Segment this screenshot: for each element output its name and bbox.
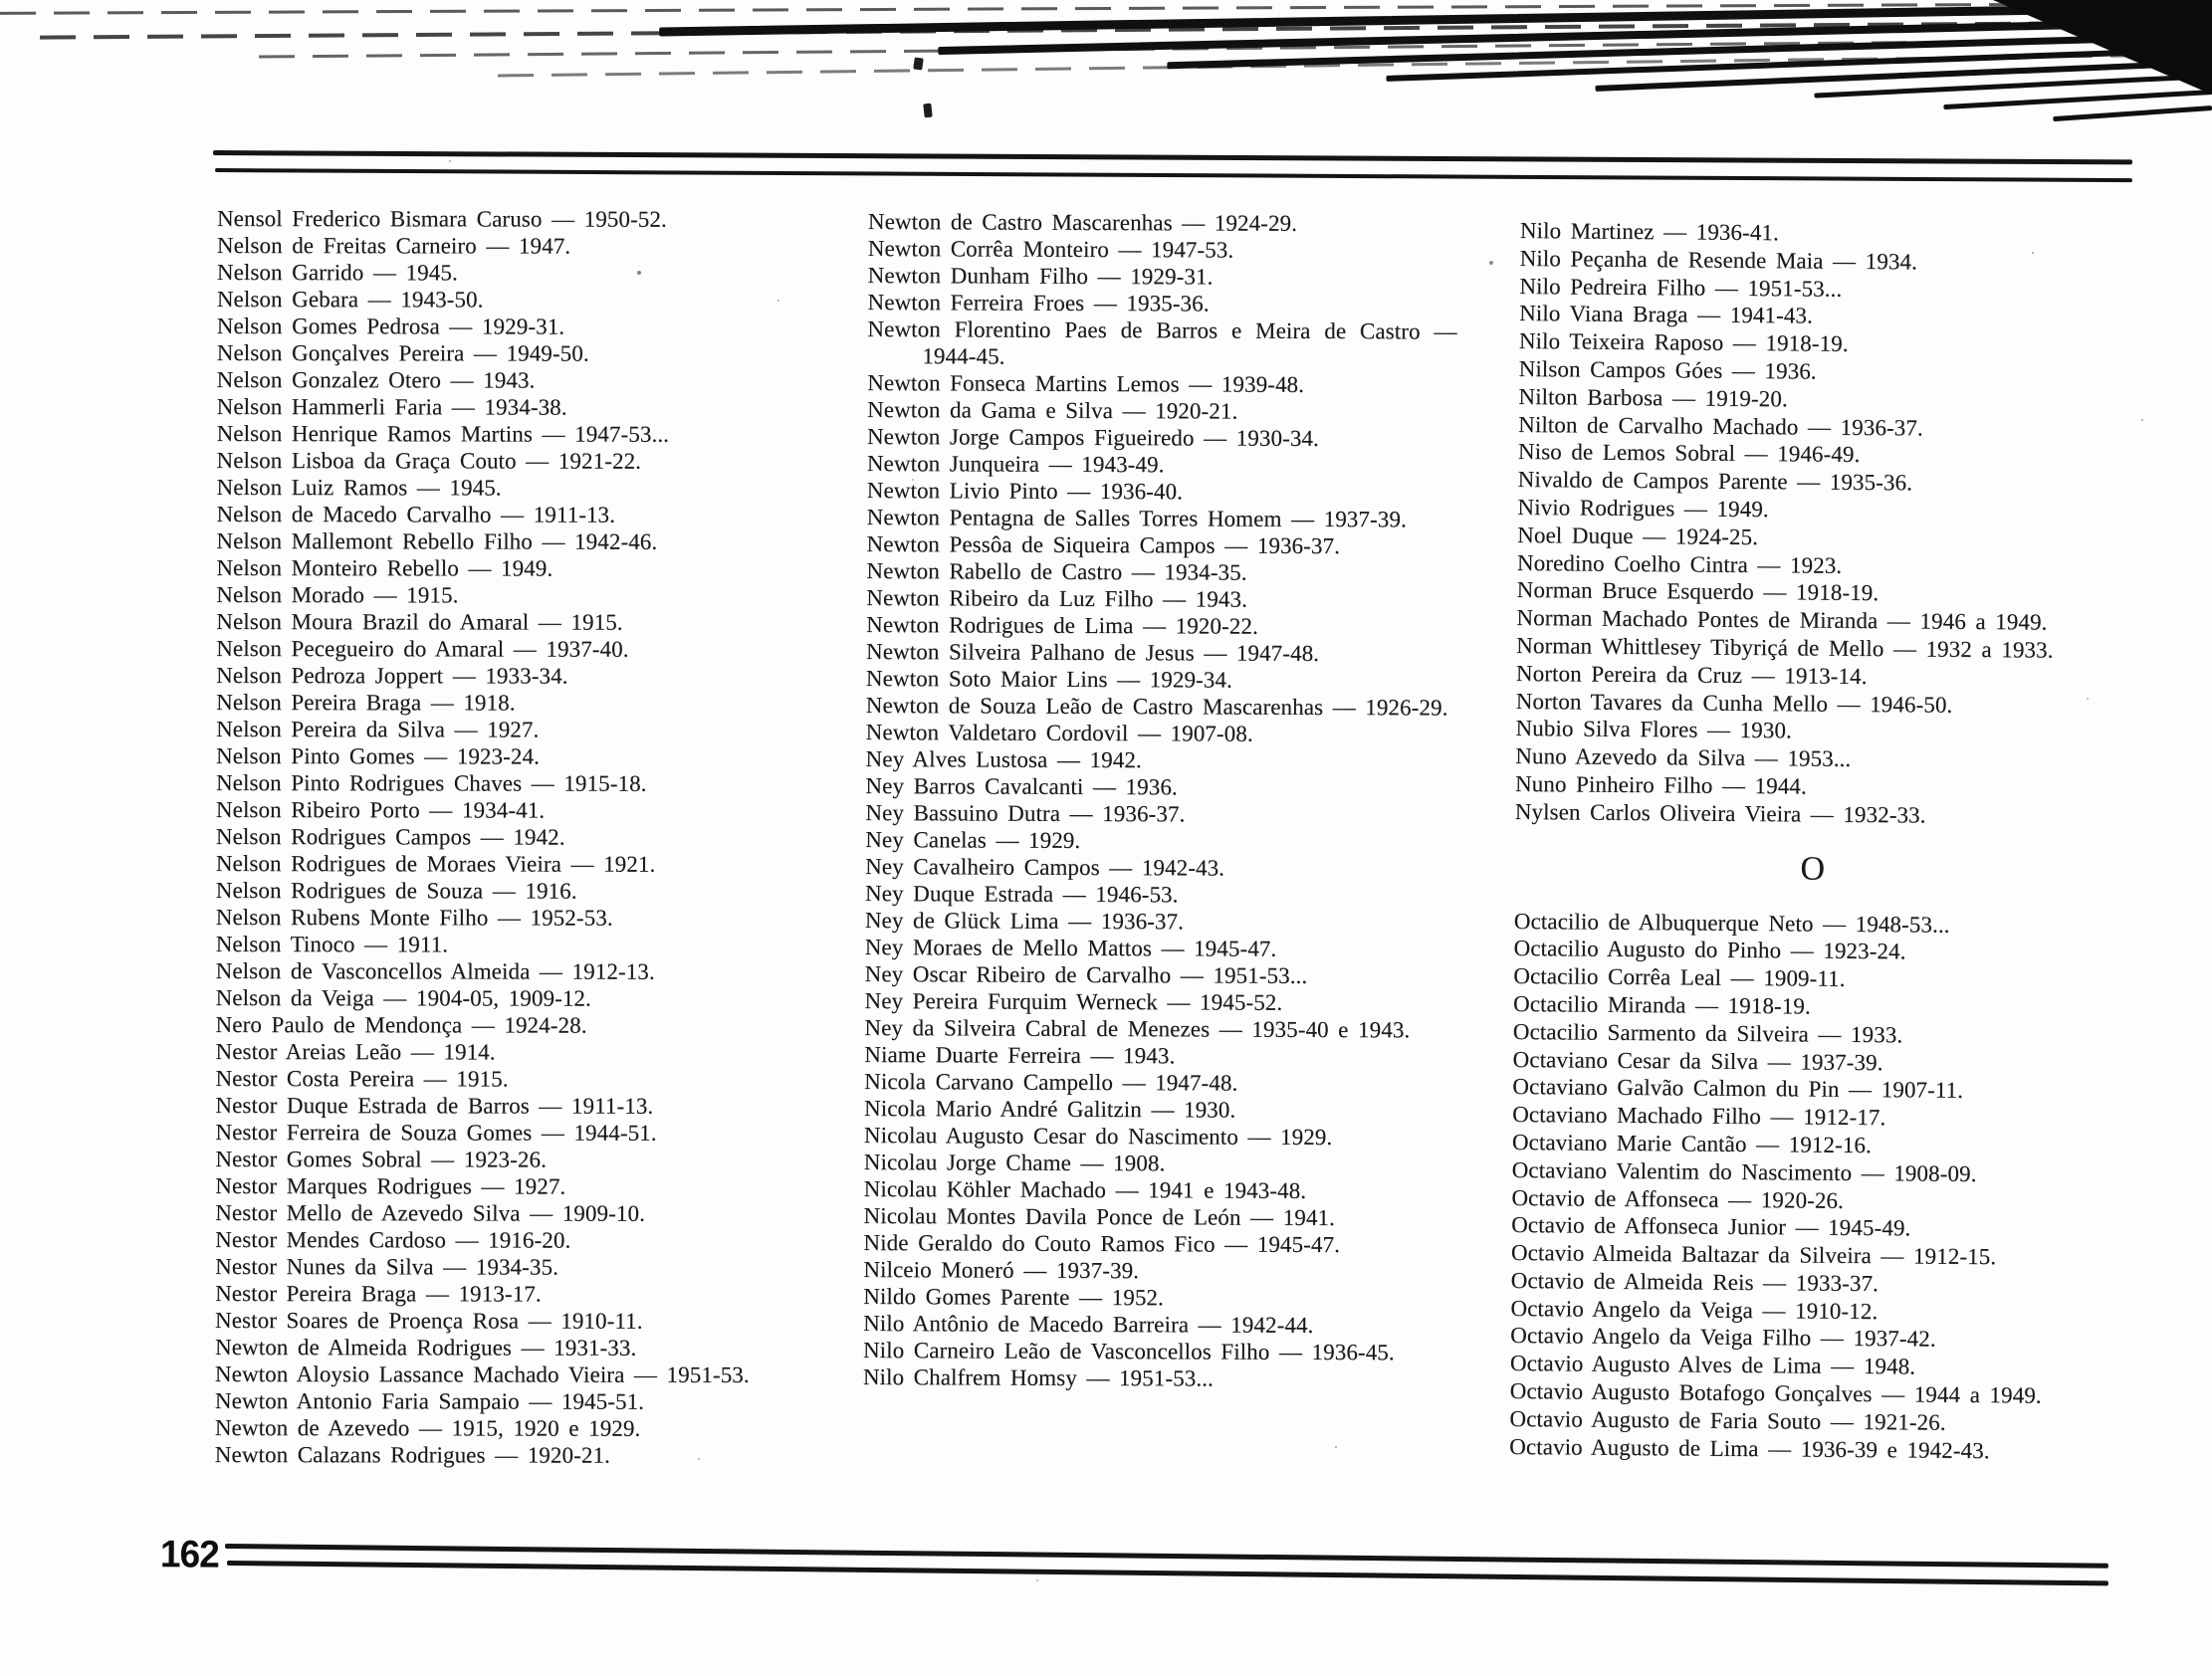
directory-entry: Nelson de Freitas Carneiro — 1947.: [216, 232, 571, 259]
directory-entry: Newton Soto Maior Lins — 1929-34.: [865, 665, 1232, 693]
directory-entry: Nilton de Carvalho Machado — 1936-37.: [1518, 411, 1923, 441]
directory-entry: Nicolau Jorge Chame — 1908.: [863, 1149, 1166, 1176]
directory-entry: Octavio Augusto de Lima — 1936-39 e 1942-43.: [1509, 1433, 1990, 1463]
directory-entry: Niso de Lemos Sobral — 1946-49.: [1517, 439, 1861, 468]
directory-entry: Nelson Pecegueiro do Amaral — 1937-40.: [216, 635, 629, 662]
directory-entry: Octaviano Machado Filho — 1912-17.: [1512, 1102, 1886, 1131]
directory-entry: Nicola Carvano Campello — 1947-48.: [864, 1068, 1238, 1096]
directory-entry: Nildo Gomes Parente — 1952.: [863, 1283, 1164, 1311]
directory-entry: Octaviano Marie Cantão — 1912-16.: [1511, 1129, 1873, 1158]
directory-entry: Nelson Pinto Gomes — 1923-24.: [216, 742, 540, 769]
directory-entry: Ney Bassuino Dutra — 1936-37.: [865, 799, 1186, 827]
directory-entry: Nelson Rodrigues Campos — 1942.: [215, 823, 565, 850]
directory-entry: Nelson Gomes Pedrosa — 1929-31.: [216, 313, 565, 339]
directory-entry: Nelson Luiz Ramos — 1945.: [216, 474, 502, 501]
directory-entry: Nero Paulo de Mendonça — 1924-28.: [215, 1011, 587, 1038]
directory-entry: Ney Barros Cavalcanti — 1936.: [865, 772, 1178, 800]
directory-entry: Octaviano Valentim do Nascimento — 1908-09.: [1511, 1156, 1977, 1186]
directory-entry: Nelson Rubens Monte Filho — 1952-53.: [215, 904, 613, 931]
top-double-rule-upper: [213, 150, 2132, 164]
directory-entry: Nylsen Carlos Oliveira Vieira — 1932-33.: [1514, 798, 1926, 828]
directory-entry: Nilo Martinez — 1936-41.: [1519, 217, 1779, 246]
column-3-entries-o: [1509, 908, 2111, 1466]
directory-entry: Ney Cavalheiro Campos — 1942-43.: [865, 853, 1225, 881]
directory-entry: Nelson Lisboa da Graça Couto — 1921-22.: [216, 447, 642, 474]
scan-streak: [2053, 105, 2212, 121]
column-3-entries-n: [1515, 217, 2117, 831]
directory-entry: Nelson Rodrigues de Moraes Vieira — 1921.: [215, 850, 656, 877]
directory-entry: Newton Junqueira — 1943-49.: [866, 450, 1165, 478]
directory-entry: Newton Dunham Filho — 1929-31.: [867, 262, 1214, 290]
directory-entry: Nelson Mallemont Rebello Filho — 1942-46.: [216, 527, 658, 554]
directory-entry: Nicolau Montes Davila Ponce de León — 1941.: [863, 1202, 1335, 1231]
directory-entry: Nelson Gonçalves Pereira — 1949-50.: [216, 339, 589, 366]
directory-entry: Nelson Hammerli Faria — 1934-38.: [216, 393, 567, 420]
directory-entry: Nestor Soares de Proença Rosa — 1910-11.: [215, 1307, 643, 1334]
directory-entry: Nelson Gebara — 1943-50.: [216, 286, 484, 313]
directory-column-3: [1509, 217, 2117, 1466]
directory-entry: Norman Machado Pontes de Miranda — 1946 a 1949.: [1516, 605, 2048, 635]
directory-entry: Nelson Tinoco — 1911.: [215, 931, 449, 957]
directory-entry: Nelson Monteiro Rebello — 1949.: [216, 554, 553, 581]
directory-entry: Nestor Nunes da Silva — 1934-35.: [215, 1253, 559, 1280]
directory-entry: Ney Pereira Furquim Werneck — 1945-52.: [864, 987, 1283, 1015]
directory-entry: Nilo Pedreira Filho — 1951-53...: [1519, 273, 1843, 302]
directory-entry: Nestor Costa Pereira — 1915.: [215, 1065, 509, 1092]
directory-column-1: [215, 205, 794, 1469]
directory-entry: Nilson Campos Góes — 1936.: [1518, 355, 1817, 384]
directory-entry: Norman Bruce Esquerdo — 1918-19.: [1516, 577, 1880, 606]
directory-entry: Nicolau Köhler Machado — 1941 e 1943-48.: [863, 1175, 1307, 1203]
directory-entry: Nilo Chalfrem Homsy — 1951-53...: [862, 1363, 1214, 1391]
directory-entry: Niame Duarte Ferreira — 1943.: [864, 1041, 1176, 1069]
directory-entry: Nestor Duque Estrada de Barros — 1911-13.: [215, 1092, 654, 1119]
directory-entry: Ney Duque Estrada — 1946-53.: [864, 880, 1179, 908]
directory-entry: Ney Canelas — 1929.: [865, 826, 1081, 853]
directory-entry: Nelson Rodrigues de Souza — 1916.: [215, 877, 577, 904]
directory-entry: Nide Geraldo do Couto Ramos Fico — 1945-47.: [863, 1229, 1341, 1258]
directory-entry: Nelson de Vasconcellos Almeida — 1912-13.: [215, 957, 655, 984]
directory-entry: Nestor Mello de Azevedo Silva — 1909-10.: [215, 1199, 645, 1226]
directory-entry: Octaviano Galvão Calmon du Pin — 1907-11.: [1512, 1074, 1964, 1104]
directory-entry: Octavio Augusto Alves de Lima — 1948.: [1509, 1351, 1916, 1379]
directory-entry: Octavio Augusto Botafogo Gonçalves — 1944 a 1949.: [1509, 1378, 2042, 1408]
directory-entry: Nestor Ferreira de Souza Gomes — 1944-51.: [215, 1119, 657, 1146]
directory-entry: Nelson Gonzalez Otero — 1943.: [216, 366, 536, 393]
directory-entry: Newton Pessôa de Siqueira Campos — 1936-37.: [866, 530, 1341, 559]
directory-entry: Octaviano Cesar da Silva — 1937-39.: [1512, 1046, 1883, 1075]
directory-entry: Nelson Garrido — 1945.: [216, 259, 458, 286]
directory-entry: Newton Ferreira Froes — 1935-36.: [867, 289, 1210, 316]
directory-entry: Norton Pereira da Cruz — 1913-14.: [1515, 660, 1868, 689]
directory-entry: Newton Ribeiro da Luz Filho — 1943.: [866, 584, 1248, 612]
page-number: 162: [159, 1532, 219, 1576]
directory-entry: Norman Whittlesey Tibyriçá de Mello — 1932 a 1933.: [1516, 632, 2054, 663]
directory-entry: Nilton Barbosa — 1919-20.: [1518, 383, 1788, 412]
directory-entry: Newton de Almeida Rodrigues — 1931-33.: [214, 1334, 637, 1361]
directory-entry: Octacilio de Albuquerque Neto — 1948-53...: [1513, 908, 1950, 938]
directory-entry: Newton Silveira Palhano de Jesus — 1947-48.: [866, 638, 1320, 666]
directory-entry: Norton Tavares da Cunha Mello — 1946-50.: [1515, 688, 1953, 718]
directory-entry: Noel Duque — 1924-25.: [1517, 522, 1759, 549]
top-double-rule-lower: [215, 168, 2132, 182]
directory-entry: Nilo Peçanha de Resende Maia — 1934.: [1519, 245, 1918, 275]
directory-entry: Octavio de Almeida Reis — 1933-37.: [1510, 1267, 1880, 1297]
directory-entry: Nicolau Augusto Cesar do Nascimento — 1929.: [863, 1122, 1333, 1151]
directory-entry: Nilo Antônio de Macedo Barreira — 1942-44.: [863, 1310, 1314, 1338]
scan-streak: [1943, 90, 2212, 109]
directory-entry: Nilo Carneiro Leão de Vasconcellos Filho — 1936-45.: [862, 1337, 1395, 1365]
directory-entry: Newton Jorge Campos Figueiredo — 1930-34.: [866, 423, 1319, 451]
directory-entry: Octavio Augusto de Faria Souto — 1921-26.: [1509, 1405, 1946, 1435]
directory-entry: Nelson Moura Brazil do Amaral — 1915.: [216, 608, 623, 635]
directory-entry: Nelson Pedroza Joppert — 1933-34.: [216, 662, 568, 689]
directory-entry: Newton Rabello de Castro — 1934-35.: [866, 557, 1247, 585]
directory-entry: Newton Antonio Faria Sampaio — 1945-51.: [214, 1387, 645, 1414]
scan-mark: [913, 57, 924, 70]
directory-entry: Newton Pentagna de Salles Torres Homem — 1937-39.: [866, 504, 1407, 532]
scan-mark: [923, 104, 932, 118]
directory-entry: Nicola Mario André Galitzin — 1930.: [863, 1095, 1236, 1123]
directory-entry: Octacilio Corrêa Leal — 1909-11.: [1513, 963, 1846, 992]
directory-entry: Octacilio Augusto do Pinho — 1923-24.: [1513, 936, 1906, 964]
directory-entry: Nelson Pereira da Silva — 1927.: [216, 716, 540, 742]
directory-entry: Ney da Silveira Cabral de Menezes — 1935-40 e 1943.: [864, 1014, 1411, 1043]
directory-entry: Newton Valdetaro Cordovil — 1907-08.: [865, 719, 1253, 746]
directory-entry: Nivio Rodrigues — 1949.: [1517, 494, 1769, 523]
directory-entry: Octacilio Miranda — 1918-19.: [1512, 990, 1811, 1019]
directory-entry: Nestor Pereira Braga — 1913-17.: [215, 1280, 542, 1307]
section-header-o: O: [1800, 850, 1827, 888]
directory-entry: Nelson Pinto Rodrigues Chaves — 1915-18.: [215, 769, 647, 796]
directory-entry: Nestor Areias Leão — 1914.: [215, 1038, 496, 1065]
directory-entry: Newton de Souza Leão de Castro Mascarenhas — 1926-29.: [865, 692, 1448, 721]
directory-entry: Ney Alves Lustosa — 1942.: [865, 745, 1142, 773]
directory-entry: Nuno Azevedo da Silva — 1953...: [1515, 743, 1852, 772]
directory-entry: Nivaldo de Campos Parente — 1935-36.: [1517, 467, 1913, 496]
directory-entry: Newton Corrêa Monteiro — 1947-53.: [867, 235, 1234, 263]
directory-entry: Newton Aloysio Lassance Machado Vieira — 1951-53.: [214, 1361, 750, 1387]
directory-entry: Newton Fonseca Martins Lemos — 1939-48.: [867, 369, 1305, 397]
directory-entry: Octavio de Affonseca Junior — 1945-49.: [1511, 1212, 1911, 1241]
directory-entry: Octavio Angelo da Veiga Filho — 1937-42.: [1510, 1323, 1936, 1353]
directory-entry: Octacilio Sarmento da Silveira — 1933.: [1512, 1018, 1903, 1048]
directory-entry: Nilceio Moneró — 1937-39.: [863, 1256, 1140, 1284]
directory-entry: Nelson Pereira Braga — 1918.: [216, 689, 516, 716]
directory-entry: Nilo Teixeira Raposo — 1918-19.: [1518, 328, 1849, 357]
directory-entry: Nelson de Macedo Carvalho — 1911-13.: [216, 501, 616, 527]
directory-entry: Nensol Frederico Bismara Caruso — 1950-52.: [216, 206, 667, 232]
directory-entry: Nelson Ribeiro Porto — 1934-41.: [215, 796, 546, 823]
directory-entry: Newton de Azevedo — 1915, 1920 e 1929.: [214, 1414, 641, 1441]
directory-entry: Nelson Henrique Ramos Martins — 1947-53...: [216, 420, 670, 447]
directory-entry: Newton Calazans Rodrigues — 1920-21.: [214, 1441, 610, 1468]
scan-specks: [0, 0, 4, 4]
directory-entry: Nubio Silva Flores — 1930.: [1515, 716, 1792, 743]
directory-entry: Octavio Almeida Baltazar da Silveira — 1912-15.: [1510, 1240, 1997, 1270]
directory-entry: Octavio Angelo da Veiga — 1910-12.: [1510, 1295, 1879, 1324]
directory-entry: Octavio de Affonseca — 1920-26.: [1511, 1184, 1845, 1213]
directory-entry: Newton de Castro Mascarenhas — 1924-29.: [867, 208, 1298, 236]
directory-entry: Ney Moraes de Mello Mattos — 1945-47.: [864, 934, 1277, 961]
directory-entry: Ney de Glück Lima — 1936-37.: [864, 907, 1185, 935]
directory-entry: Newton Rodrigues de Lima — 1920-22.: [866, 611, 1258, 639]
directory-entry: Noredino Coelho Cintra — 1923.: [1516, 549, 1843, 578]
directory-entry: Nuno Pinheiro Filho — 1944.: [1514, 770, 1807, 799]
directory-entry: Newton Livio Pinto — 1936-40.: [866, 477, 1184, 505]
directory-entry: Nestor Gomes Sobral — 1923-26.: [215, 1146, 548, 1172]
directory-entry: Newton da Gama e Silva — 1920-21.: [867, 396, 1238, 424]
directory-entry: Ney Oscar Ribeiro de Carvalho — 1951-53...: [864, 960, 1308, 988]
directory-entry: Nelson da Veiga — 1904-05, 1909-12.: [215, 984, 591, 1011]
directory-entry: Nestor Mendes Cardoso — 1916-20.: [215, 1226, 571, 1253]
directory-entry: Nelson Morado — 1915.: [216, 581, 459, 608]
directory-entry: Newton Florentino Paes de Barros e Meira de Castro — 1944-45.: [867, 315, 1457, 369]
directory-column-2: [863, 208, 1457, 1393]
directory-entry: Nilo Viana Braga — 1941-43.: [1519, 301, 1814, 328]
directory-entry: Nestor Marques Rodrigues — 1927.: [215, 1172, 566, 1199]
